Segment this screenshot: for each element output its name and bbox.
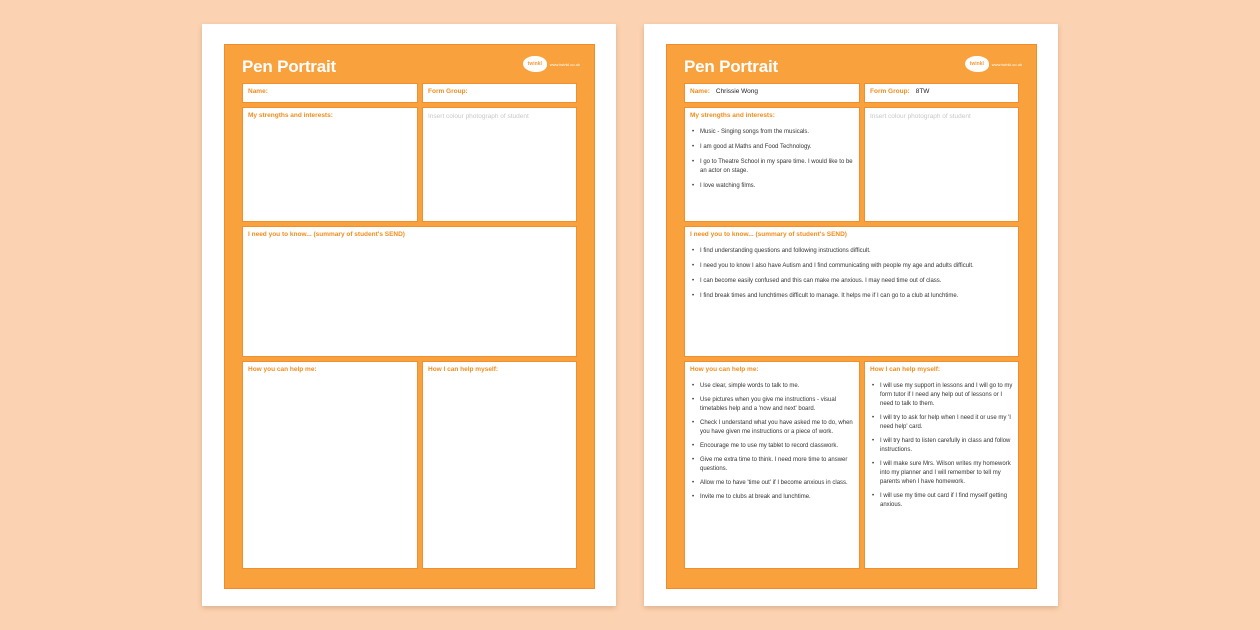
send-summary-box: [242, 226, 577, 357]
form-group-label-text: Form Group:: [870, 88, 910, 95]
twinkl-logo-icon: twinkl: [965, 56, 989, 72]
help-me-list: [691, 382, 855, 507]
help-myself-box: [864, 361, 1019, 569]
strengths-label: My strengths and interests:: [248, 112, 333, 119]
list-item: • I will use my support in lessons and I will go to my form tutor if I need any help out of lessons or I need to talk to them.: [871, 382, 1014, 409]
send-summary-box: [684, 226, 1019, 357]
name-label: [690, 88, 758, 95]
example-page: [644, 24, 1058, 606]
page-title: Pen Portrait: [242, 57, 336, 76]
help-myself-label: How I can help myself:: [870, 366, 941, 373]
list-item: • Use pictures when you give me instructions - visual timetables help and a 'now and next' board.: [691, 396, 855, 414]
help-myself-label: How I can help myself:: [428, 366, 499, 373]
strengths-box: [242, 107, 418, 222]
name-field: [684, 83, 860, 103]
list-item: • I will use my time out card if I find myself getting anxious.: [871, 492, 1014, 510]
list-item: • Encourage me to use my tablet to record classwork.: [691, 442, 855, 451]
page-title: Pen Portrait: [684, 57, 778, 76]
help-me-box: [684, 361, 860, 569]
list-item: • I need you to know I also have Autism and I find communicating with people my age and adults difficult.: [691, 262, 1014, 271]
template-frame: [224, 44, 595, 589]
list-item: • I will make sure Mrs. Wilson writes my homework into my planner and I will remember to tell my parents when I have homework.: [871, 460, 1014, 487]
send-summary-label: I need you to know... (summary of student's SEND): [690, 231, 847, 238]
send-summary-list: [691, 247, 1014, 307]
list-item: • I find understanding questions and following instructions difficult.: [691, 247, 1014, 256]
twinkl-logo-icon: twinkl: [523, 56, 547, 72]
list-item: • Use clear, simple words to talk to me.: [691, 382, 855, 391]
list-item: • Give me extra time to think. I need more time to answer questions.: [691, 456, 855, 474]
name-field: [242, 83, 418, 103]
strengths-list: [691, 128, 855, 197]
form-group-field: [864, 83, 1019, 103]
photo-box: [864, 107, 1019, 222]
brand-logo: [523, 56, 580, 72]
help-me-label: How you can help me:: [690, 366, 759, 373]
name-label-text: Name:: [690, 88, 710, 95]
help-myself-box: [422, 361, 577, 569]
logo-url: www.twinkl.co.uk: [549, 61, 580, 67]
send-summary-label: I need you to know... (summary of student's SEND): [248, 231, 405, 238]
list-item: • I can become easily confused and this can make me anxious. I may need time out of class.: [691, 277, 1014, 286]
list-item: • I will try hard to listen carefully in class and follow instructions.: [871, 437, 1014, 455]
blank-template-page: [202, 24, 616, 606]
form-group-value: 8TW: [915, 88, 930, 95]
form-group-field: [422, 83, 577, 103]
help-me-box: [242, 361, 418, 569]
list-item: • I find break times and lunchtimes difficult to manage. It helps me if I can go to a club at lunchtime.: [691, 292, 1014, 301]
list-item: • Allow me to have 'time out' if I become anxious in class.: [691, 479, 855, 488]
list-item: • Check I understand what you have asked me to do, when you have given me instructions or a piece of work.: [691, 419, 855, 437]
name-value: Chrissie Wong: [715, 88, 759, 95]
list-item: • I go to Theatre School in my spare time. I would like to be an actor on stage.: [691, 158, 855, 176]
logo-url: www.twinkl.co.uk: [991, 61, 1022, 67]
list-item: • I will try to ask for help when I need it or use my 'I need help' card.: [871, 414, 1014, 432]
help-me-label: How you can help me:: [248, 366, 317, 373]
photo-placeholder: Insert colour photograph of student: [870, 113, 971, 120]
list-item: • I am good at Maths and Food Technology.: [691, 143, 855, 152]
list-item: • Invite me to clubs at break and lunchtime.: [691, 493, 855, 502]
strengths-box: [684, 107, 860, 222]
form-group-label: [870, 88, 929, 95]
photo-placeholder: Insert colour photograph of student: [428, 113, 529, 120]
strengths-label: My strengths and interests:: [690, 112, 775, 119]
list-item: • Music - Singing songs from the musicals.: [691, 128, 855, 137]
name-label: Name:: [248, 88, 268, 95]
form-group-label: Form Group:: [428, 88, 468, 95]
photo-box: [422, 107, 577, 222]
example-frame: [666, 44, 1037, 589]
help-myself-list: [871, 382, 1014, 515]
list-item: • I love watching films.: [691, 182, 855, 191]
brand-logo: [965, 56, 1022, 72]
